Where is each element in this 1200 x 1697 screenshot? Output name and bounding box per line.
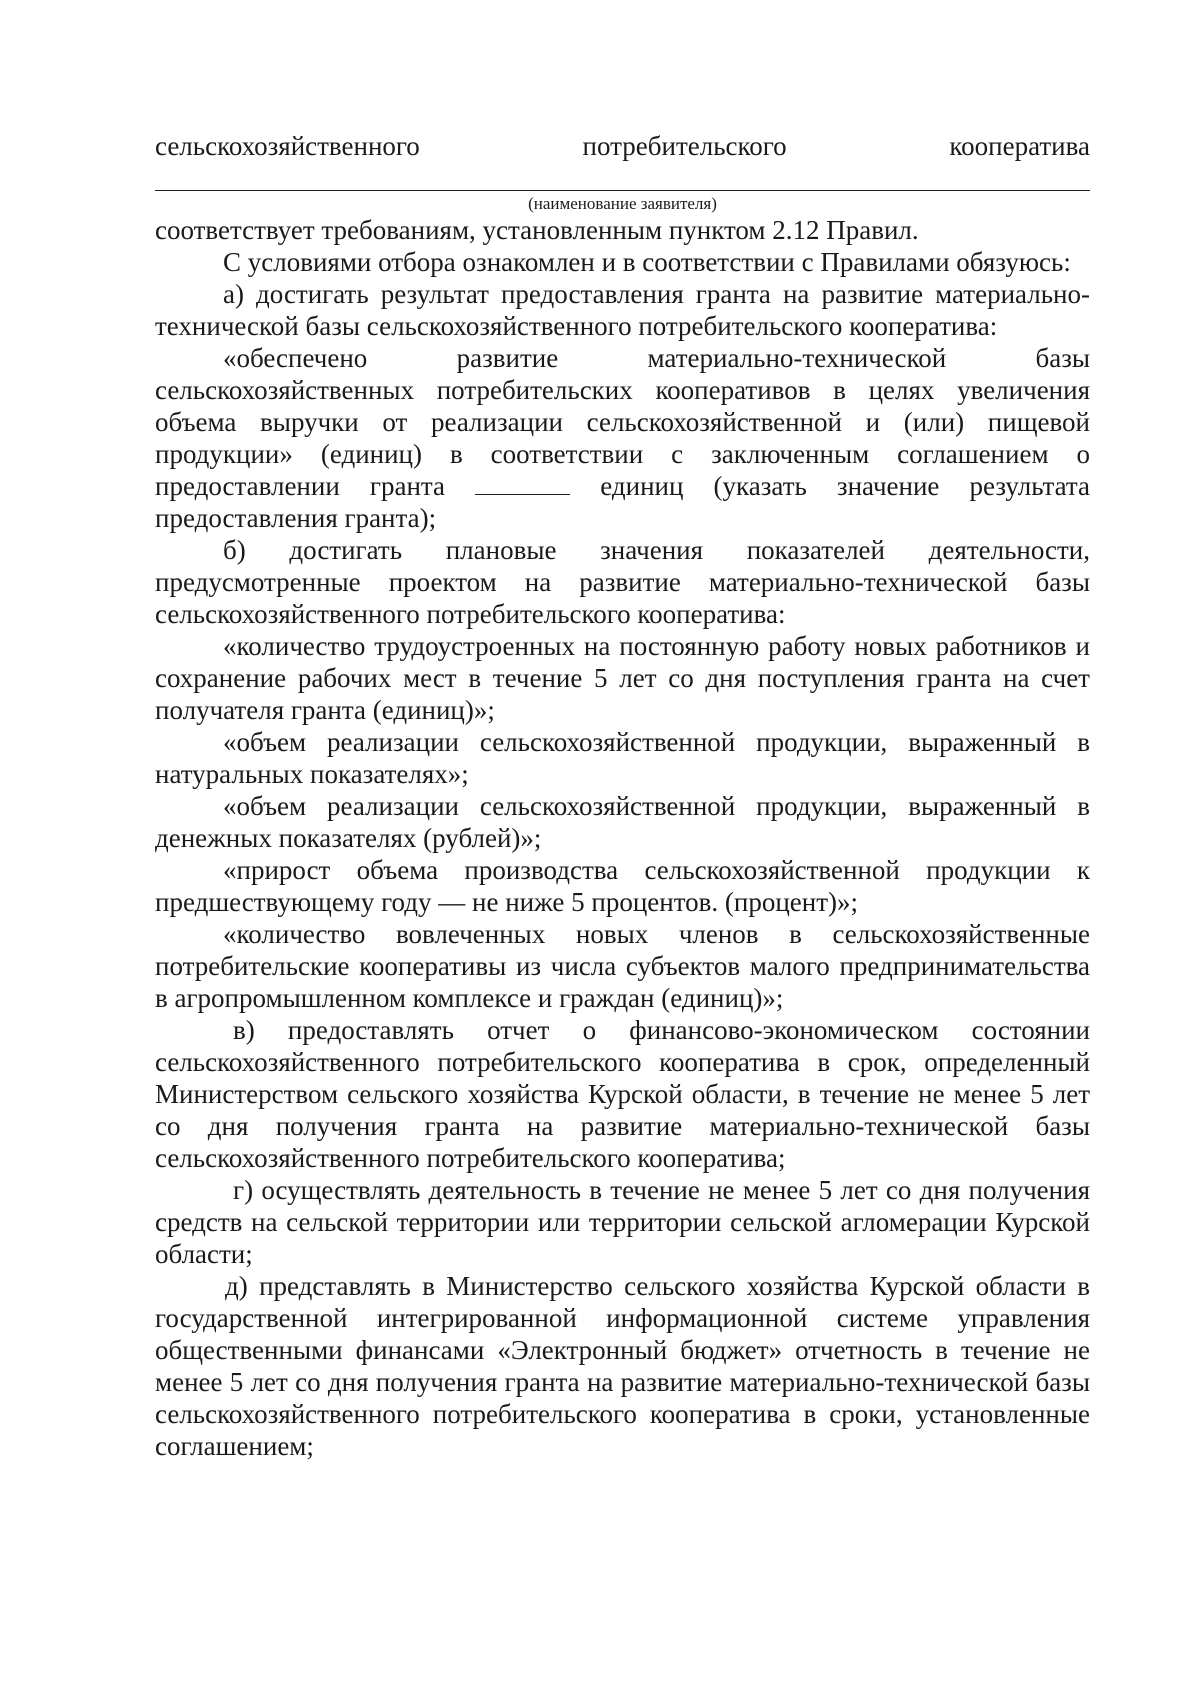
paragraph-4: [155, 342, 1090, 534]
applicant-name-line: [155, 130, 1090, 162]
applicant-caption: (наименование заявителя): [528, 194, 717, 213]
header-word-2: потребительского: [582, 131, 787, 161]
paragraph-10: «количество вовлеченных новых членов в сельскохозяйственные потребительские кооперативы из числа субъектов малого предпринимательства в агропромышленном комплексе и граждан (единиц)»;: [155, 919, 1090, 1013]
paragraph-7: «объем реализации сельскохозяйственной продукции, выраженный в натуральных показателях»;: [155, 727, 1090, 789]
paragraph-9: «прирост объема производства сельскохозяйственной продукции к предшествующему году — не ниже 5 процентов. (процент)»;: [155, 855, 1090, 917]
paragraph-1: соответствует требованиям, установленным пунктом 2.12 Правил.: [155, 215, 919, 245]
document-page: [155, 118, 1090, 1462]
result-value-blank: [475, 472, 570, 495]
paragraph-13: д) представлять в Министерство сельского хозяйства Курской области в государственной интегрированной информационной системе управления общественными финансами «Электронный бюджет» отчетность в течение не менее 5 лет со дня получения гранта на развитие материально-технической базы сельскохозяйственного потребительского кооператива в сроки, установленные соглашением;: [155, 1271, 1090, 1461]
paragraph-4-part-2: единиц (указать значение результата предоставления гранта);: [155, 471, 1091, 533]
applicant-underline: [155, 162, 1090, 191]
paragraph-2: С условиями отбора ознакомлен и в соответствии с Правилами обязуюсь:: [223, 247, 1071, 277]
paragraph-8: «объем реализации сельскохозяйственной продукции, выраженный в денежных показателях (рублей)»;: [155, 791, 1090, 853]
paragraph-4-part-1: «обеспечено развитие материально-технической базы сельскохозяйственных потребительских кооперативов в целях увеличения объема выручки от реализации сельскохозяйственной и (или) пищевой продукции» (единиц) в соответствии с заключенным соглашением о предоставлении гранта: [155, 343, 1090, 501]
paragraph-12: г) осуществлять деятельность в течение не менее 5 лет со дня получения средств на сельской территории или территории сельской агломерации Курской области;: [155, 1175, 1090, 1269]
paragraph-6: «количество трудоустроенных на постоянную работу новых работников и сохранение рабочих мест в течение 5 лет со дня поступления гранта на счет получателя гранта (единиц)»;: [155, 631, 1090, 725]
header-word-1: сельскохозяйственного: [155, 131, 420, 161]
header-word-3: кооператива: [949, 131, 1090, 161]
paragraph-5: б) достигать плановые значения показателей деятельности, предусмотренные проектом на развитие материально-технической базы сельскохозяйственного потребительского кооператива:: [155, 535, 1090, 629]
paragraph-3: а) достигать результат предоставления гранта на развитие материально-технической базы сельскохозяйственного потребительского кооператива:: [155, 279, 1090, 341]
paragraph-11: в) предоставлять отчет о финансово-экономическом состоянии сельскохозяйственного потребительского кооператива в срок, определенный Министерством сельского хозяйства Курской области, в течение не менее 5 лет со дня получения гранта на развитие материально-технической базы сельскохозяйственного потребительского кооператива;: [155, 1015, 1090, 1173]
